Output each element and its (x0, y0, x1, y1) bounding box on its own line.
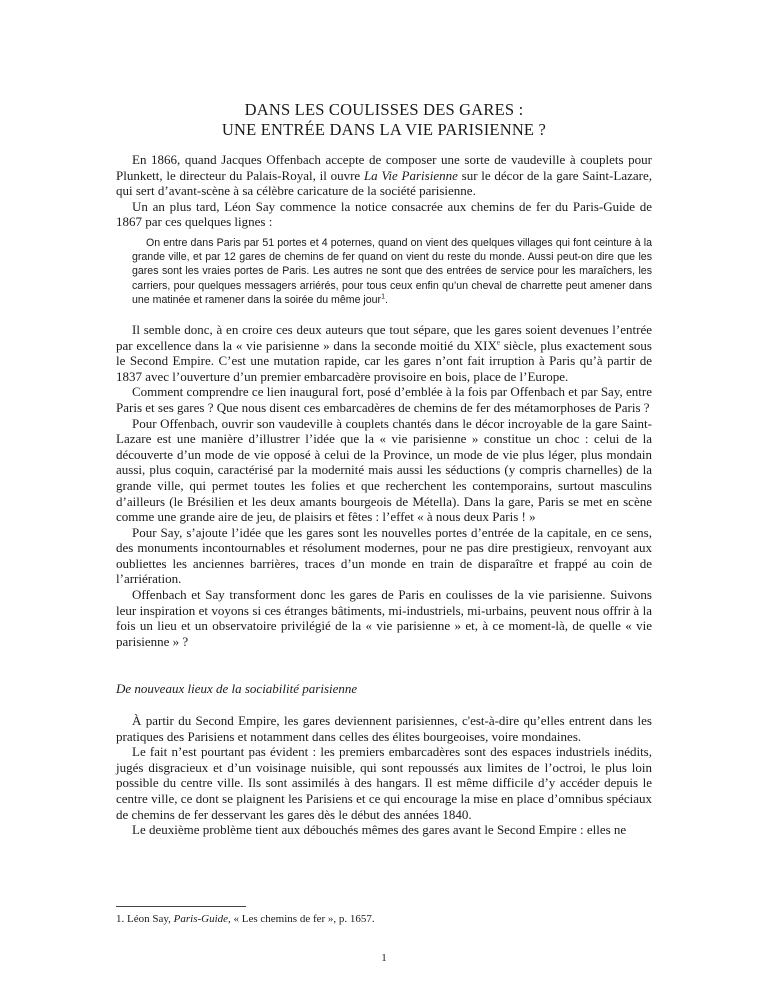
work-title: La Vie Parisienne (363, 167, 458, 183)
quote-end: . (385, 293, 388, 306)
paragraph-1 (116, 152, 652, 199)
footnote-text: . Léon Say, (121, 913, 174, 925)
footnote-number: 1 (116, 913, 122, 925)
paragraph-4: Comment comprendre ce lien inaugural fort, posé d’emblée à la fois par Offenbach et par Say, entre Paris et ses gares ? Que nous disent ces embarcadères de chemins de fer des métamorphoses de Paris ? (116, 384, 652, 415)
paragraph-8: À partir du Second Empire, les gares deviennent parisiennes, c'est-à-dire qu’elles entrent dans les pratiques des Parisiens et notamment dans celles des élites bourgeoises, voire mondaines. (116, 713, 652, 744)
paragraph-3-text-end: siècle, plus exactement sous le Second Empire. C’est une mutation rapide, car les gares n’ont fait irruption à Paris qu’à partir de 1837 avec l’ouverture d’un premier embarcadère provisoire en bois, place de l’Europe. (116, 337, 652, 384)
section-heading: De nouveaux lieux de la sociabilité parisienne (116, 681, 358, 697)
paragraph-9: Le fait n’est pourtant pas évident : les premiers embarcadères sont des espaces industriels inédits, jugés disgracieux et d’un voisinage nuisible, qui sont repoussés aux limites de l’octroi, le plus loin possible du centre ville. Ils sont assimilés à des hangars. Il est même difficile d’y accéder depuis le centre ville, ce dont se plaignent les Parisiens et ce qui encourage la mise en place d’omnibus spéciaux de chemins de fer desservant les gares dès le début des années 1840. (116, 744, 652, 822)
footnote-ref[interactable]: 1 (381, 293, 385, 301)
body-text (116, 152, 652, 838)
paragraph-7: Offenbach et Say transforment donc les gares de Paris en coulisses de la vie parisienne. Suivons leur inspiration et voyons si ces étranges bâtiments, mi-industriels, mi-urbains, peuvent nous offrir à la fois un lieu et un observatoire privilégié de la « vie parisienne » et, à ce moment-là, de quelle « vie parisienne » ? (116, 587, 652, 649)
century-superscript: e (496, 338, 500, 347)
paragraph-3 (116, 322, 652, 384)
paragraph-1-text-end: sur le décor de la gare Saint-Lazare, qui sert d’avant-scène à sa célèbre caricature de la société parisienne. (116, 167, 652, 199)
footnote-work-title: Paris-Guide (173, 913, 229, 925)
paragraph-10: Le deuxième problème tient aux débouchés mêmes des gares avant le Second Empire : elles ne (132, 822, 627, 838)
paragraph-1-text: En 1866, quand Jacques Offenbach accepte de composer une sorte de vaudeville à couplets pour Plunkett, le directeur du Palais-Royal, il ouvre (116, 152, 652, 183)
paragraph-5: Pour Offenbach, ouvrir son vaudeville à couplets chantés dans le décor incroyable de la gare Saint-Lazare est une manière d’illustrer l’idée que la « vie parisienne » constitue un choc : celui de la découverte d’un mode de vie opposé à celui de la Province, un mode de vie plus léger, plus mondain aussi, plus coquin, caractérisé par la modernité mais aussi les séductions (y compris charnelles) de la grande ville, qui permet toutes les folies et que recherchent les contemporains, surtout masculins d’ailleurs (le Brésilien et les deux amants bourgeois de Métella). Dans la gare, Paris se met en scène comme une grande aire de jeu, de plaisirs et fêtes : l’effet « à nous deux Paris ! » (116, 415, 652, 525)
paragraph-2: Un an plus tard, Léon Say commence la notice consacrée aux chemins de fer du Paris-Guide de 1867 par ces quelques lignes : (116, 198, 652, 230)
page-number: 1 (381, 952, 387, 964)
paragraph-3-text: Il semble donc, à en croire ces deux auteurs que tout sépare, que les gares soient devenues l’entrée par excellence dans la « vie parisienne » dans la seconde moitié du XIX (116, 321, 652, 353)
title-line-1: DANS LES COULISSES DES GARES : (244, 100, 524, 119)
block-quote (132, 236, 652, 307)
page-title (0, 100, 768, 140)
footnote (116, 912, 652, 926)
footnote-divider (116, 906, 246, 907)
quote-text: On entre dans Paris par 51 portes et 4 poternes, quand on vient des quelques villages qui font ceinture à la grande ville, et par 12 gares de chemins de fer quand on vient du reste du monde. Aussi peut-on dire que les gares sont les vraies portes de Paris. Les autres ne sont que des entrées de service pour les maraîchers, les carriers, pour quelques messagers arriérés, pour tous ceux enfin qu’un cheval de charrette peut amener dans une matinée et ramener dans la soirée du même jour (132, 236, 652, 306)
footnote-text-end: , « Les chemins de fer », p. 1657. (228, 913, 375, 925)
title-line-2: UNE ENTRÉE DANS LA VIE PARISIENNE ? (221, 120, 547, 139)
paragraph-6: Pour Say, s’ajoute l’idée que les gares sont les nouvelles portes d’entrée de la capitale, en ce sens, des monuments incontournables et résolument modernes, pour ne pas dire prestigieux, renvoyant aux oubliettes les anciennes barrières, traces d’un monde en train de disparaître et frappé au coin de l’arriération. (116, 524, 652, 587)
